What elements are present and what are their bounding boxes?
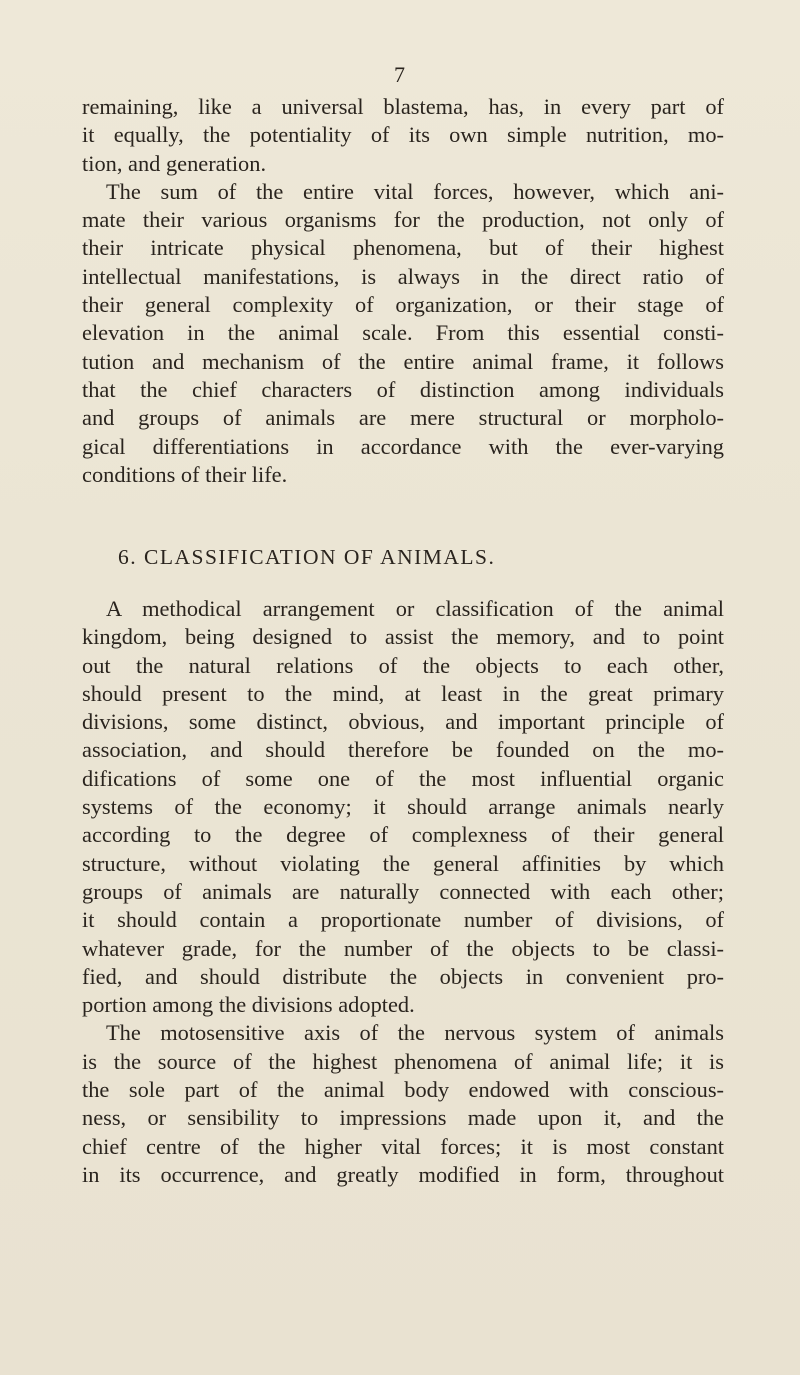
paragraph-line: that the chief characters of distinction among individuals (82, 376, 724, 402)
paragraph-line: whatever grade, for the number of the objects to be classi- (82, 935, 724, 961)
paragraph-line: ness, or sensibility to impressions made upon it, and the (82, 1105, 724, 1131)
paragraph-line: A methodical arrangement or classification of the animal (106, 596, 724, 621)
text-block-upper (82, 93, 724, 489)
paragraph-line: tution and mechanism of the entire animal frame, it follows (82, 348, 724, 374)
paragraph-line: portion among the divisions adopted. (82, 992, 415, 1018)
paragraph-line: The motosensitive axis of the nervous system of animals (106, 1020, 724, 1046)
paragraph-line: should present to the mind, at least in the great primary (82, 680, 724, 706)
paragraph-line: intellectual manifestations, is always in the direct ratio of (82, 263, 724, 289)
paragraph-line: The sum of the entire vital forces, however, which ani- (106, 178, 724, 204)
paragraph-line: their general complexity of organization, or their stage of (82, 292, 724, 318)
paragraph-line: it should contain a proportionate number of divisions, of (82, 907, 724, 933)
paragraph-line: groups of animals are naturally connected with each other; (82, 878, 724, 904)
paragraph-line: remaining, like a universal blastema, has, in every part of (82, 94, 724, 119)
paragraph-line: in its occurrence, and greatly modified in form, throughout (82, 1161, 724, 1187)
paragraph-line: fied, and should distribute the objects in convenient pro- (82, 963, 724, 989)
paragraph-line: according to the degree of complexness of their general (82, 822, 724, 848)
paragraph-line: elevation in the animal scale. From this essential consti- (82, 320, 724, 346)
paragraph-line: chief centre of the higher vital forces; it is most constant (82, 1133, 724, 1159)
paragraph-line: mate their various organisms for the production, not only of (82, 207, 724, 233)
paragraph-line: structure, without violating the general affinities by which (82, 850, 724, 876)
text-block-lower (82, 595, 724, 1189)
paragraph-line: out the natural relations of the objects to each other, (82, 652, 724, 678)
section-heading: 6. CLASSIFICATION OF ANIMALS. (118, 545, 496, 569)
paragraph-line: conditions of their life. (82, 461, 288, 487)
paragraph-line: the sole part of the animal body endowed with conscious- (82, 1077, 724, 1103)
paragraph-line: difications of some one of the most influential organic (82, 765, 724, 791)
paragraph-line: gical differentiations in accordance with the ever-varying (82, 433, 724, 459)
paragraph-line: their intricate physical phenomena, but of their highest (82, 235, 724, 261)
paragraph-line: it equally, the potentiality of its own simple nutrition, mo- (82, 122, 724, 148)
paragraph-line: systems of the economy; it should arrange animals nearly (82, 794, 724, 820)
paragraph-line: association, and should therefore be founded on the mo- (82, 737, 724, 763)
page-number: 7 (394, 62, 406, 87)
paragraph-line: and groups of animals are mere structural or morpholo- (82, 405, 724, 431)
paragraph-line: divisions, some distinct, obvious, and important principle of (82, 709, 724, 735)
paragraph-line: kingdom, being designed to assist the memory, and to point (82, 624, 724, 650)
paragraph-line: tion, and generation. (82, 150, 267, 176)
paragraph-line: is the source of the highest phenomena of animal life; it is (82, 1048, 724, 1074)
